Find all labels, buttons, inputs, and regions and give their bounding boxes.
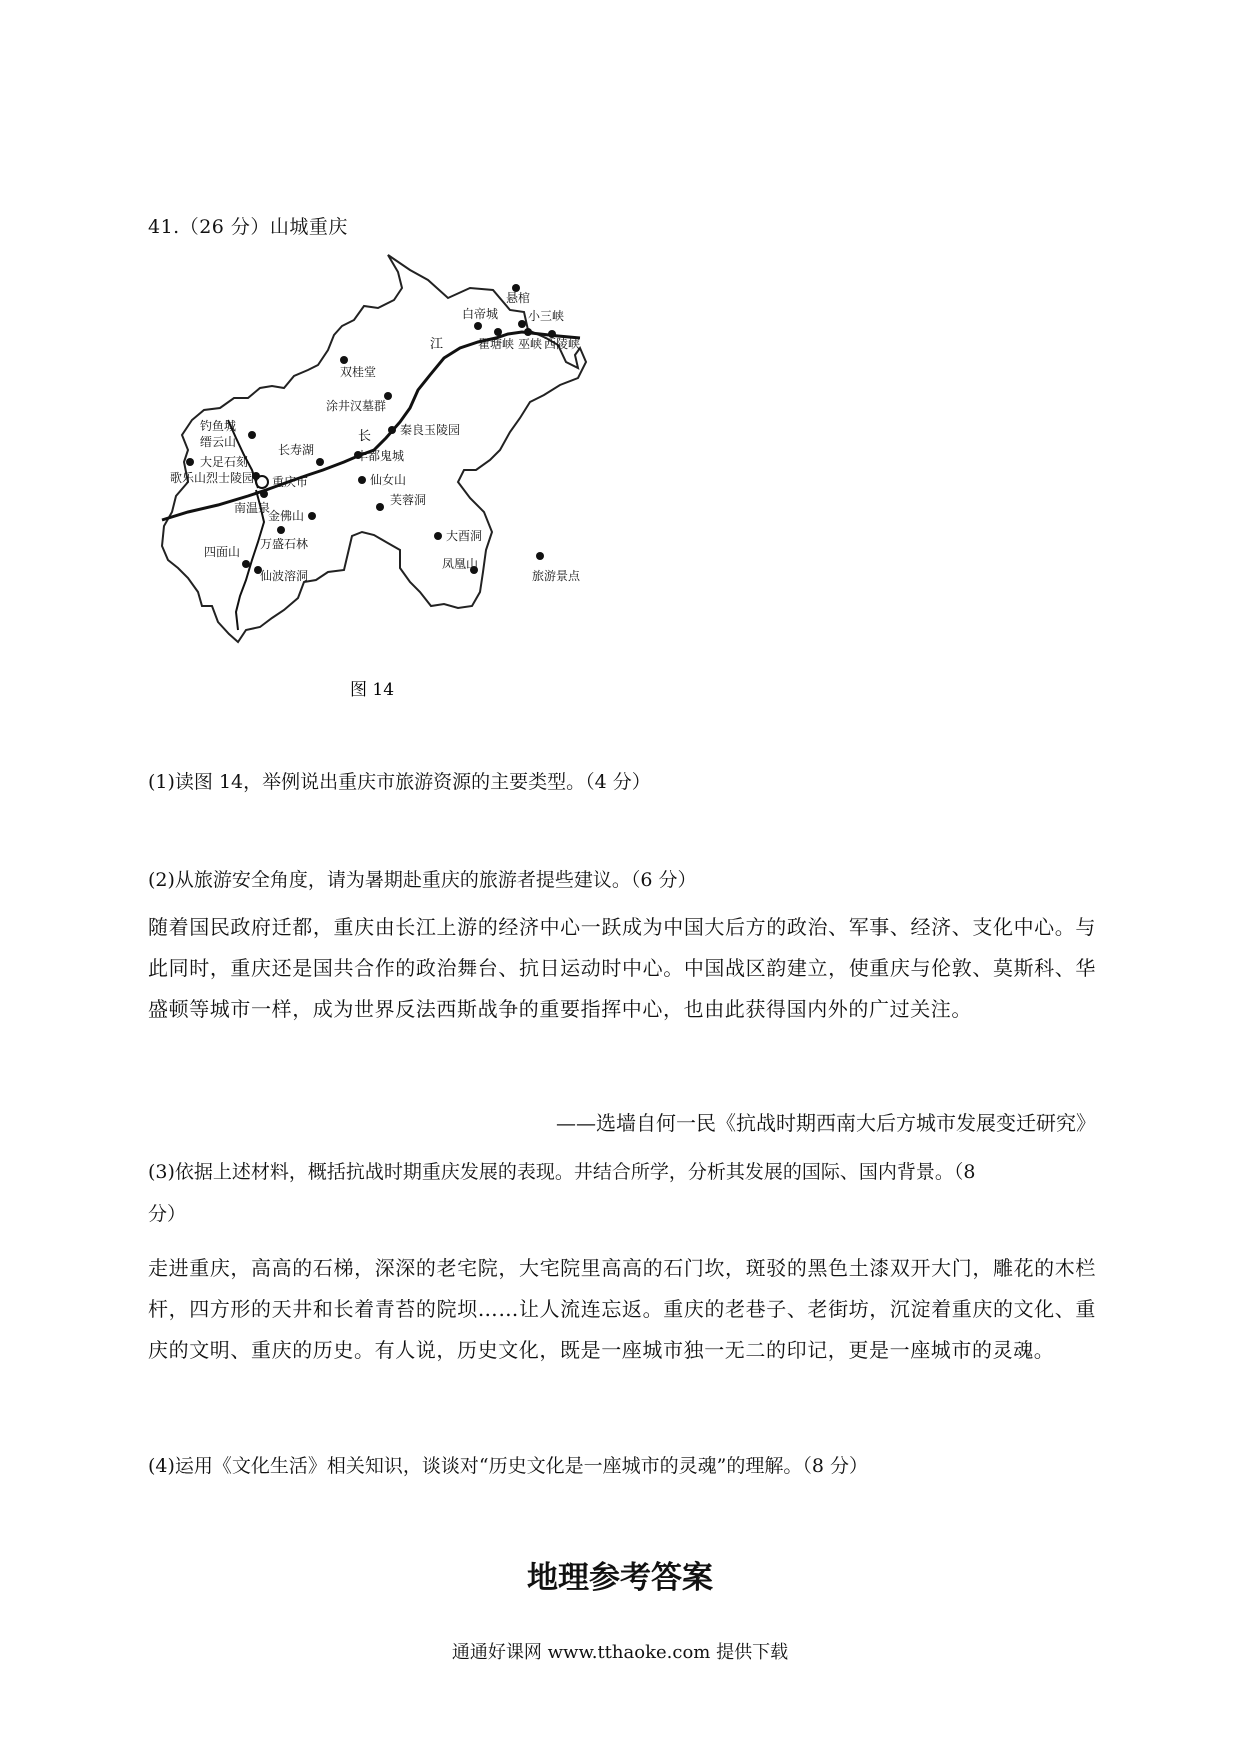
label-gelesan: 歌乐山烈士陵园 [170,471,255,485]
answer-heading: 地理参考答案 [527,1560,713,1596]
label-simianshan: 四面山 [204,545,241,559]
label-wanshengshilin: 万盛石林 [260,537,309,551]
marker-baidicheng [474,322,482,330]
label-xuanguan: 悬棺 [506,291,531,305]
marker-qinliangyu [388,426,396,434]
material-1-source: ——选墙自何一民《抗战时期西南大后方城市发展变迁研究》 [556,1111,1096,1135]
map-caption: 图 14 [350,680,395,700]
label-chongqingshi: 重庆市 [272,475,309,489]
material-1: 随着国民政府迁都，重庆由长江上游的经济中心一跃成为中国大后方的政治、军事、经济、支化中心。与此同时，重庆还是国共合作的政治舞台、抗日运动时中心。中国战区韵建立，使重庆与伦敦、莫斯科、华盛顿等城市一样，成为世界反法西斯战争的重要指挥中心，也由此获得国内外的广过关注。 [148,915,1096,1021]
chongqing-tourism-map [148,250,738,705]
marker-wuxia [524,328,532,336]
label-nanwenquan: 南温泉 [234,501,271,515]
label-jinyunshan: 缙云山 [200,435,237,449]
marker-furongdong [376,503,384,511]
label-furongdong: 芙蓉洞 [390,493,427,507]
marker-chongqingshi [256,476,268,488]
marker-daxidong [434,532,442,540]
legend-label: 旅游景点 [532,569,581,583]
question-1: (1)读图 14，举例说出重庆市旅游资源的主要类型。（4 分） [148,771,651,793]
label-tujinghan: 涂井汉墓群 [326,399,387,413]
label-fenghuangshan: 凤凰山 [442,557,479,571]
question-title: 41.（26 分）山城重庆 [148,216,348,238]
label-jinfoshan: 金佛山 [268,509,305,523]
river-label-jiang: 江 [430,337,444,352]
label-qinliangyu: 秦良玉陵园 [400,423,461,437]
marker-diaoyucheng [248,431,256,439]
marker-changshouhu [316,458,324,466]
marker-simianshan [242,560,250,568]
question-2: (2)从旅游安全角度，请为暑期赴重庆的旅游者提些建议。（6 分） [148,869,697,891]
river-label-chang: 长 [358,429,372,444]
label-fengdu: 丰都鬼城 [356,449,405,463]
question-3-line-1: (3)依据上述材料，概括抗战时期重庆发展的表现。井结合所学，分析其发展的国际、国内背景。（8 [148,1161,976,1183]
label-xilingxia: 西陵峡 [544,337,581,351]
legend-marker [536,552,544,560]
label-qutangxia: 瞿塘峡 [478,337,515,351]
marker-jinfoshan [308,512,316,520]
label-xiaosanxia: 小三峡 [528,309,565,323]
label-baidicheng: 白帝城 [462,307,499,321]
label-shuangguitang: 双桂堂 [340,365,377,379]
label-diaoyucheng: 钓鱼城 [200,419,237,433]
page-footer: 通通好课网 www.tthaoke.com 提供下载 [451,1642,789,1663]
marker-xiannushan [358,476,366,484]
label-xiannushan: 仙女山 [370,473,407,487]
label-xianbo: 仙波溶洞 [260,569,309,583]
label-wuxia: 巫峡 [518,337,543,351]
label-daxidong: 大酉洞 [446,529,483,543]
label-changshouhu: 长寿湖 [278,443,315,457]
label-dazu: 大足石刻 [200,455,249,469]
question-4: (4)运用《文化生活》相关知识，谈谈对“历史文化是一座城市的灵魂”的理解。（8 分） [148,1455,868,1477]
marker-qutangxia [494,328,502,336]
marker-xiaosanxia [518,320,526,328]
marker-wanshengshilin [277,526,285,534]
marker-dazu [186,458,194,466]
marker-nanwenquan [260,490,268,498]
material-2: 走进重庆，高高的石梯，深深的老宅院，大宅院里高高的石门坎，斑驳的黑色土漆双开大门，雕花的木栏杆，四方形的天井和长着青苔的院坝……让人流连忘返。重庆的老巷子、老街坊，沉淀着重庆的文化、重庆的文明、重庆的历史。有人说，历史文化，既是一座城市独一无二的印记，更是一座城市的灵魂。 [148,1256,1096,1362]
question-3-line-2: 分） [148,1203,187,1225]
marker-shuangguitang [340,356,348,364]
